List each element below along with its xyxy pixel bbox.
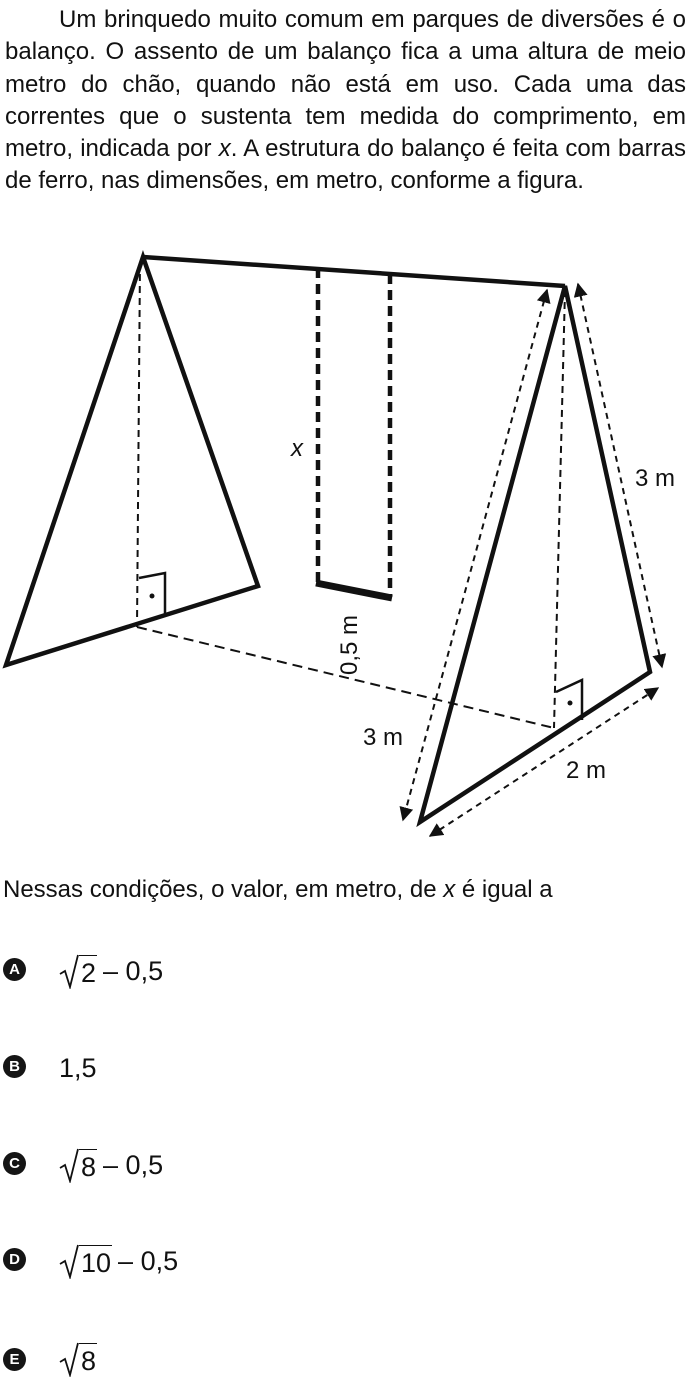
base-dimension-arrow	[430, 688, 658, 836]
option-b-text	[59, 1048, 97, 1088]
square-root	[59, 1147, 97, 1184]
right-height-line	[554, 290, 565, 728]
square-root	[59, 953, 97, 990]
option-rest: – 0,5	[103, 956, 164, 986]
right-right-angle-marker	[556, 680, 582, 720]
square-root	[59, 1243, 112, 1280]
statement-text-2: . A estrutura do balanço é feita com barras de ferro, nas dimensões, em metro, conforme a figura.	[5, 135, 686, 195]
statement-text-1: Um brinquedo muito comum em parques de diversões é o balanço. O assento de um balanço fica a uma altura de meio metro do chão, quando não está em uso. Cada uma das correntes que o sustenta tem medida do comprimento, em metro, indicada por	[5, 6, 686, 163]
radical-sign-icon	[59, 1147, 79, 1183]
option-letter-badge: A	[3, 958, 26, 981]
option-rest: 1,5	[59, 1053, 97, 1083]
question-variable-x: x	[443, 876, 456, 903]
radicand: 10	[79, 1245, 112, 1280]
statement-variable-x: x	[218, 135, 231, 163]
label-seat-height: 0,5 m	[336, 614, 363, 675]
option-e-text	[59, 1341, 103, 1378]
swing-figure	[0, 240, 696, 840]
option-rest: – 0,5	[118, 1246, 179, 1276]
label-x: x	[291, 435, 303, 462]
radicand: 2	[79, 955, 97, 990]
problem-statement	[5, 4, 686, 198]
radicand: 8	[79, 1343, 97, 1378]
option-letter-badge: E	[3, 1348, 26, 1371]
radical-sign-icon	[59, 953, 79, 989]
left-side-dimension-arrow	[403, 290, 547, 820]
label-base: 2 m	[566, 757, 607, 784]
square-root	[59, 1341, 97, 1378]
option-d-text	[59, 1241, 178, 1281]
option-rest: – 0,5	[103, 1150, 164, 1180]
option-a-text	[59, 951, 163, 991]
left-a-frame	[6, 257, 258, 665]
radical-sign-icon	[59, 1243, 79, 1279]
radicand: 8	[79, 1149, 97, 1184]
right-right-angle-dot	[568, 701, 573, 706]
option-letter-badge: B	[3, 1055, 26, 1078]
right-a-frame	[420, 286, 650, 822]
label-left-side: 3 m	[363, 724, 404, 751]
question-text	[3, 874, 553, 906]
question-text-1: Nessas condições, o valor, em metro, de	[3, 876, 444, 903]
option-letter-badge: C	[3, 1152, 26, 1175]
top-bar	[143, 257, 565, 286]
label-right-side: 3 m	[635, 465, 676, 492]
option-c-text	[59, 1145, 163, 1185]
option-letter-badge: D	[3, 1248, 26, 1271]
radical-sign-icon	[59, 1341, 79, 1377]
swing-seat	[316, 583, 392, 598]
left-height-line	[137, 262, 140, 627]
left-right-angle-dot	[150, 594, 155, 599]
question-text-2: é igual a	[455, 876, 553, 903]
